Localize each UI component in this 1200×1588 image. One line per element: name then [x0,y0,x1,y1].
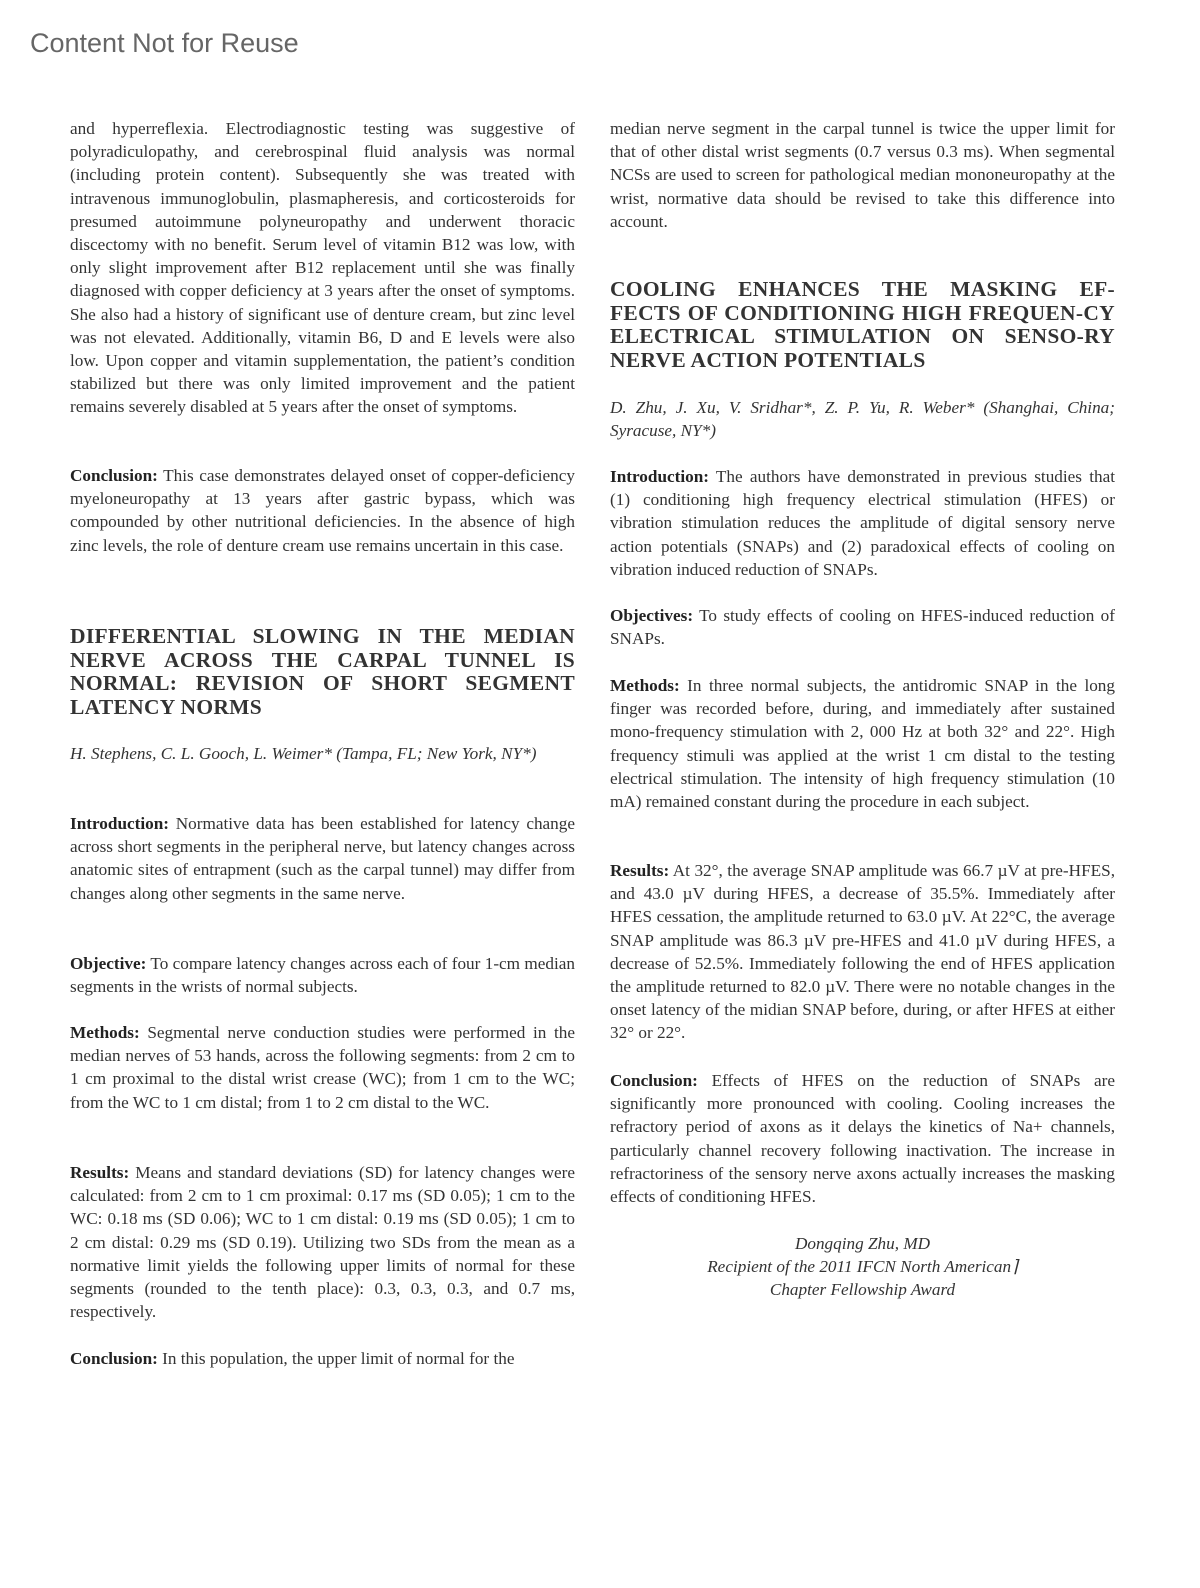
text: Normative data has been established for latency change across short segments in the peripheral nerve, but latency changes across anatomic sites of entrapment (such as the carpal tunnel) may differ from changes along other segments in the same nerve. [70,814,575,903]
label: Introduction: [70,814,170,833]
abstract-title: DIFFERENTIAL SLOWING IN THE MEDIAN NERVE ACROSS THE CARPAL TUNNEL IS NORMAL: REVISION OF SHORT SEGMENT LATENCY NORMS [70,624,575,719]
text: In this population, the upper limit of normal for the [157,1349,515,1368]
watermark: Content Not for Reuse [30,28,299,58]
text: The authors have demonstrated in previous studies that (1) conditioning high frequency electrical stimulation (HFES) or vibration stimulation reduces the amplitude of digital sensory nerve action potentials (SNAPs) and (2) paradoxical effects of cooling on vibration induced reduction of SNAPs. [610,467,1115,579]
text: Means and standard deviations (SD) for latency changes were calculated: from 2 cm to 1 cm proximal: 0.17 ms (SD 0.05); 1 cm to the WC: 0.18 ms (SD 0.06); WC to 1 cm distal: 0.19 ms (SD 0.05); 1 cm to 2 cm distal: 0.29 ms (SD 0.19). Utilizing two SDs from the mean as a normative limit yields the following upper limits of normal for these segments (rounded to the tenth place): 0.3, 0.3, 0.3, and 0.7 ms, respectively. [70,1163,575,1322]
introduction [70,812,575,905]
introduction [610,465,1115,581]
text: Effects of HFES on the reduction of SNAPs are significantly more pronounced with cooling. Cooling increases the refractory period of axons as it delays the kinetics of Na+ channels, particularly channel recovery following inactivation. The increase in refractoriness of the sensory nerve axons actually increases the masking effects of conditioning HFES. [610,1071,1115,1207]
methods [610,674,1115,813]
text: This case demonstrates delayed onset of copper-deficiency myeloneuropathy at 13 years after gastric bypass, which was compounded by other nutritional deficiencies. In the absence of high zinc levels, the role of denture cream use remains uncertain in this case. [70,466,575,555]
label: Introduction: [610,467,710,486]
signature-award-line1: Recipient of the 2011 IFCN North American⌉ [707,1257,1018,1277]
label: Objectives: [610,606,694,625]
label: Results: [70,1163,130,1182]
label: Conclusion: [70,466,158,485]
label: Objective: [70,954,147,973]
label: Conclusion: [70,1349,158,1368]
objectives [610,604,1115,650]
text: In three normal subjects, the antidromic SNAP in the long finger was recorded before, during, and immediately after sustained mono-frequency stimulation with 2, 000 Hz at both 32° and 22°. High frequency stimuli was applied at the wrist 1 cm distal to the testing electrical stimulation. The intensity of high frequency stimulation (10 mA) remained constant during the procedure in each subject. [610,676,1115,812]
text: At 32°, the average SNAP amplitude was 66.7 µV at pre-HFES, and 43.0 µV during HFES, a decrease of 35.5%. Immediately after HFES cessation, the amplitude returned to 63.0 µV. At 22°C, the average SNAP amplitude was 86.3 µV pre-HFES and 41.0 µV during HFES, a decrease of 52.5%. Immediately following the end of HFES application the amplitude returned to 82.0 µV. There were no notable changes in the onset latency of the midian SNAP before, during, or after HFES at either 32° or 22°. [610,861,1115,1043]
methods [70,1021,575,1114]
abstract-authors: H. Stephens, C. L. Gooch, L. Weimer* (Tampa, FL; New York, NY*) [70,744,537,763]
abstract-title: COOLING ENHANCES THE MASKING EF-FECTS OF CONDITIONING HIGH FREQUEN-CY ELECTRICAL STIMULATION ON SENSO-RY NERVE ACTION POTENTIALS [610,277,1115,372]
signature-award-line2: Chapter Fellowship Award [769,1280,956,1300]
conclusion [70,1347,575,1370]
label: Methods: [70,1023,140,1042]
text: To study effects of cooling on HFES-induced reduction of SNAPs. [610,606,1115,649]
label: Methods: [610,676,680,695]
case-body-paragraph: and hyperreflexia. Electrodiagnostic testing was suggestive of polyradiculopathy, and cerebrospinal fluid analysis was normal (including protein content). Subsequently she was treated with intravenous immunoglobulin, plasmapheresis, and corticosteroids for presumed autoimmune polyneuropathy and underwent thoracic discectomy with no benefit. Serum level of vitamin B12 was low, with only slight improvement after B12 replacement until she was finally diagnosed with copper deficiency at 3 years after the onset of symptoms. She also had a history of significant use of denture cream, but zinc level was not elevated. Additionally, vitamin B6, D and E levels were also low. Upon copper and vitamin supplementation, the patient’s condition stabilized but there was only limited improvement and the patient remains severely disabled at 5 years after the onset of symptoms. [70,119,575,417]
objective [70,952,575,998]
text: Segmental nerve conduction studies were performed in the median nerves of 53 hands, across the following segments: from 2 cm to 1 cm proximal to the distal wrist crease (WC); from 1 cm to the WC; from the WC to 1 cm distal; from 1 to 2 cm distal to the WC. [70,1023,575,1112]
label: Results: [610,861,670,880]
results [70,1161,575,1323]
text: To compare latency changes across each of four 1-cm median segments in the wrists of normal subjects. [70,954,575,997]
conclusion [610,1069,1115,1208]
signature-name: Dongqing Zhu, MD [794,1234,931,1253]
case-conclusion [70,464,575,557]
label: Conclusion: [610,1071,698,1090]
signature [610,1232,1115,1302]
continued-conclusion: median nerve segment in the carpal tunnel is twice the upper limit for that of other distal wrist segments (0.7 versus 0.3 ms). When segmental NCSs are used to screen for pathological median mononeuropathy at the wrist, normative data should be revised to take this difference into account. [610,119,1115,231]
abstract-authors: D. Zhu, J. Xu, V. Sridhar*, Z. P. Yu, R. Weber* (Shanghai, China; Syracuse, NY*) [610,398,1115,441]
results [610,859,1115,1045]
